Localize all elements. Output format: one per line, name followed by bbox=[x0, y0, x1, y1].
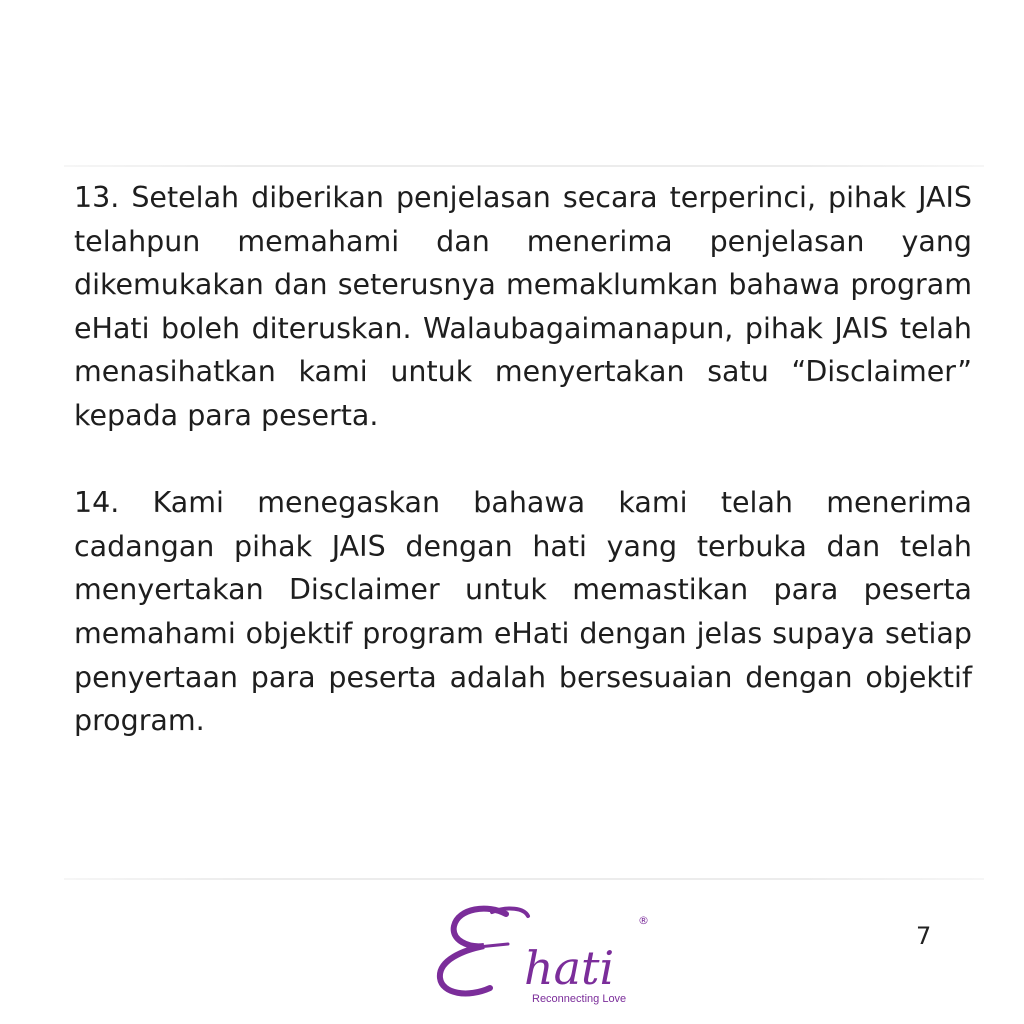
paragraph-14: 14. Kami menegaskan bahawa kami telah menerima cadangan pihak JAIS dengan hati yang terbuka dan telah menyertakan Disclaimer untuk memastikan para peserta memahami objektif program eHati dengan jelas supaya setiap penyertaan para peserta adalah bersesuaian dengan objektif program. bbox=[74, 486, 972, 738]
top-divider bbox=[64, 165, 984, 167]
logo-tagline: Reconnecting Love bbox=[532, 993, 627, 1005]
registered-mark: ® bbox=[638, 914, 649, 927]
paragraph-13: 13. Setelah diberikan penjelasan secara terperinci, pihak JAIS telahpun memahami dan menerima penjelasan yang dikemukakan dan seterusnya memaklumkan bahawa program eHati boleh diteruskan. Walaubagaimanapun, pihak JAIS telah menasihatkan kami untuk menyertakan satu “Disclaimer” kepada para peserta. bbox=[74, 181, 972, 432]
bottom-divider bbox=[64, 878, 984, 880]
ehati-logo-graphic bbox=[428, 900, 658, 1010]
page-number: 7 bbox=[916, 922, 932, 950]
document-body bbox=[74, 176, 972, 743]
ehati-logo-wordmark: hati bbox=[524, 941, 615, 995]
ehati-logo bbox=[428, 900, 658, 1010]
